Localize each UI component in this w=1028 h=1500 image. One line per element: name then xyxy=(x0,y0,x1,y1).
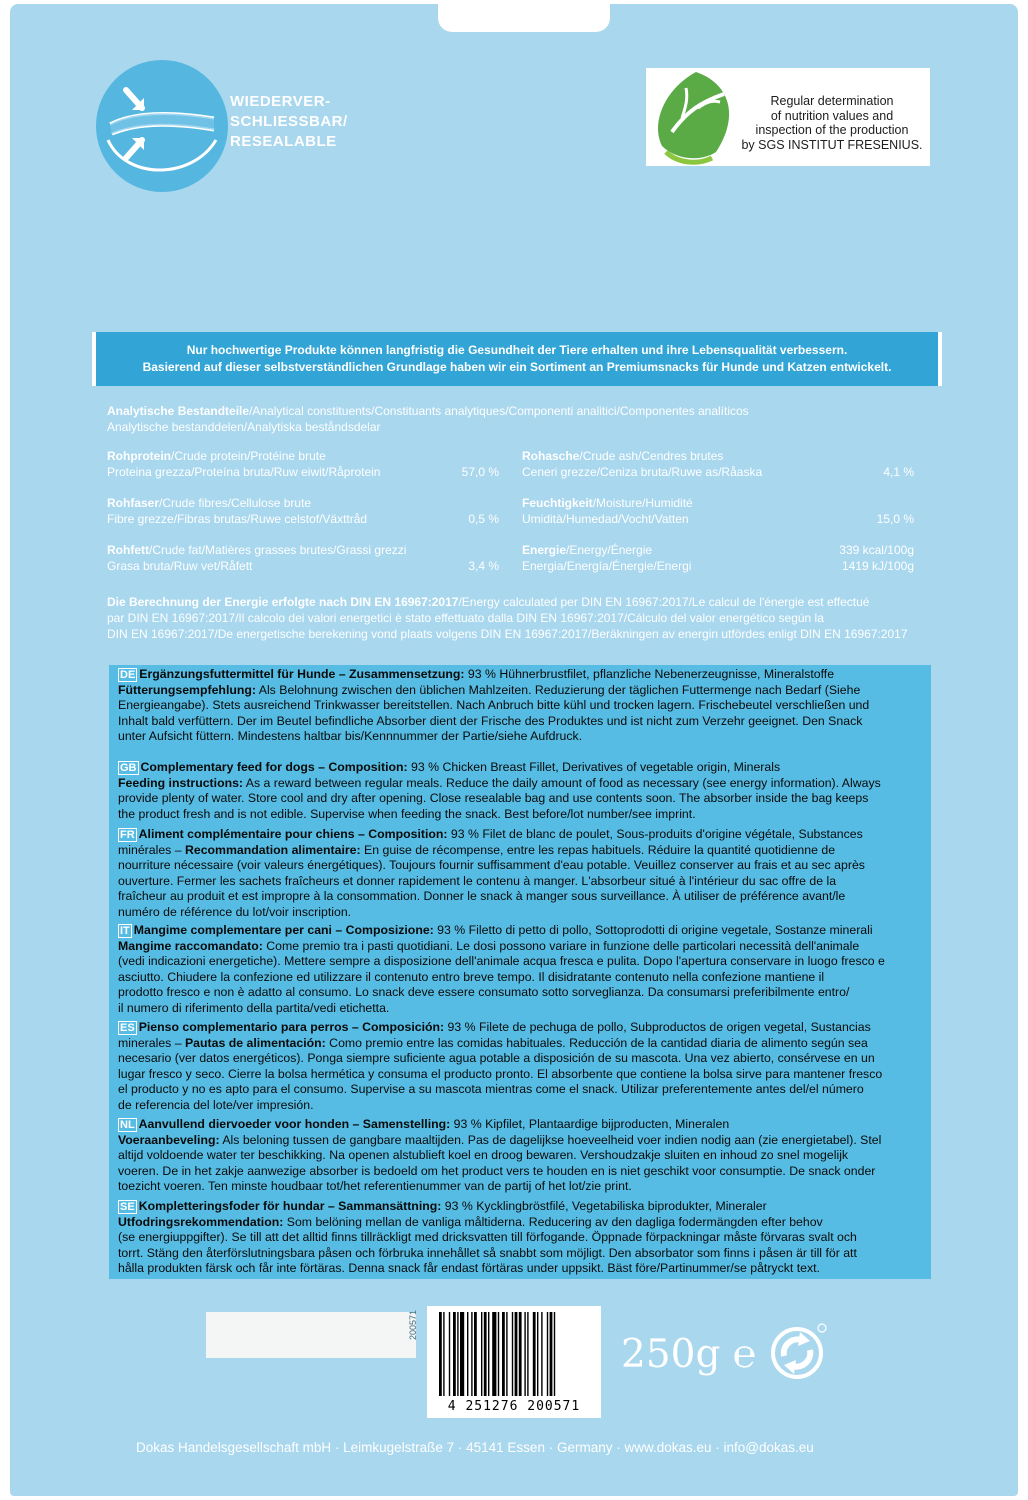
nutrient-value: 57,0 % xyxy=(461,465,499,479)
barcode-bar xyxy=(537,1312,538,1396)
barcode-bar xyxy=(439,1312,442,1396)
analytical-heading-rest: /Analytical constituents/Constituants analytiques/Componenti analitici/Componentes analíticos xyxy=(249,404,749,418)
nutrient-value: 4,1 % xyxy=(883,465,914,479)
recycle-icon xyxy=(770,1322,828,1380)
net-weight: 250g ℮ xyxy=(621,1332,757,1377)
nutrient-names: /Crude fat/Matières grasses brutes/Grassi grezzi xyxy=(149,543,407,557)
barcode-bar xyxy=(498,1312,499,1396)
nutrient-names: /Crude protein/Protéine brute xyxy=(171,449,326,463)
resealable-badge xyxy=(96,60,228,192)
barcode-bar xyxy=(519,1312,522,1396)
barcode-bar xyxy=(481,1312,482,1396)
intro-line-1: Nur hochwertige Produkte können langfristig die Gesundheit der Tiere erhalten und ihre Lebensqualität verbessern. xyxy=(186,343,848,357)
intro-band xyxy=(92,332,942,386)
nutrient-fibre xyxy=(107,495,499,527)
nutrient-energy xyxy=(522,542,914,574)
nutrient-ash xyxy=(522,448,914,480)
nutrient-moisture xyxy=(522,495,914,527)
barcode-bar xyxy=(550,1312,553,1396)
nutrient-value: 3,4 % xyxy=(468,559,499,573)
nutrient-value-2: 1419 kJ/100g xyxy=(841,559,914,573)
body-line: (vedi indicazioni energetiche). Mettere sempre a disposizione dell'animale acqua fresca e pulita. Dopo l'apertura conservare in luogo fresco e xyxy=(118,954,885,969)
barcode-bar xyxy=(467,1312,468,1396)
body-line: Inhalt bald verfüttern. Der im Beutel befindliche Absorber dient der Frische des Produktes und ist nicht zum Verzehr geeignet. Den Snack xyxy=(118,713,863,728)
feeding-prefix: minerales – xyxy=(118,1035,185,1050)
feeding-title: Recommandation alimentaire: xyxy=(184,842,361,857)
composition-title: Mangime complementare per cani – Composizione: xyxy=(133,923,434,937)
body-line: altijd voldoende water ter beschikking. Na openen alstublieft koel en droog bewaren. Vershoudzakje sluiten en inhoud zo snel mogelijk xyxy=(118,1148,849,1163)
barcode-bar xyxy=(533,1312,536,1396)
body-line: asciutto. Chiudere la confezione ed utilizzare il contenuto entro breve tempo. Il disidratante contenuto nella confezione mantiene il xyxy=(118,969,825,984)
barcode-bar xyxy=(474,1312,477,1396)
composition-title: Aliment complémentaire pour chiens – Composition: xyxy=(138,827,448,841)
composition-de xyxy=(118,667,924,745)
blank-label xyxy=(206,1309,418,1358)
barcode-bar xyxy=(506,1312,507,1396)
language-code: FR xyxy=(120,829,135,841)
body-line: de referencia del lote/ver impresión. xyxy=(118,1097,314,1112)
feeding-title: Feeding instructions: xyxy=(118,775,244,790)
hang-notch xyxy=(438,4,610,32)
nutrient-names-line-2: Fibre grezze/Fibras brutas/Ruwe celstof/Växttråd xyxy=(107,512,368,526)
feeding-text: En guise de récompense, entre les repas habituels. Réduire la quantité quotidienne de xyxy=(360,842,836,857)
composition-text: 93 % Filete de pechuga de pollo, Subproductos de origen vegetal, Sustancias xyxy=(444,1020,871,1034)
nutrient-value: 15,0 % xyxy=(876,512,914,526)
feeding-title: Mangime raccomandato: xyxy=(118,938,263,953)
body-line: nourriture nécessaire (voir valeurs énergétiques). Toujours fournir suffisamment d'eau potable. Veuillez conserver au frais et au sec après xyxy=(118,858,865,873)
barcode-bar xyxy=(460,1312,464,1396)
composition-text: 93 % Chicken Breast Fillet, Derivatives of vegetable origin, Minerals xyxy=(407,760,781,774)
barcode-bar xyxy=(515,1312,518,1396)
reseal-line-3: RESEALABLE xyxy=(230,133,337,150)
composition-text: 93 % Kipfilet, Plantaardige bijproducten, Mineralen xyxy=(450,1117,730,1131)
nutrient-fat xyxy=(107,542,499,574)
reseal-label xyxy=(230,92,348,152)
feeding-text: Som belöning mellan de vanliga måltiderna. Reducering av den dagliga fodermängden efter behov xyxy=(283,1214,823,1229)
language-code: NL xyxy=(120,1119,135,1131)
sgs-line-3: inspection of the production xyxy=(755,123,909,137)
feeding-title: Pautas de alimentación: xyxy=(184,1035,326,1050)
barcode-bar xyxy=(541,1312,542,1396)
barcode-bar xyxy=(471,1312,472,1396)
body-line: ouverture. Fermer les sachets fraîcheurs et donner rapidement le contenu à manger. L'absorbeur situé à l'intérieur du sac offre de la xyxy=(118,873,837,888)
body-line: necesario (ver datos energéticos). Ponga siempre suficiente agua potable a disposición de su mascota. Una vez abierto, consérvese en un xyxy=(118,1051,875,1066)
composition-title: Kompletteringsfoder för hundar – Sammansättning: xyxy=(138,1199,442,1213)
body-line: provide plenty of water. Store cool and dry after opening. Close resealable bag and use contents soon. The absorber inside the bag keeps xyxy=(118,791,869,806)
body-line: lugar fresco y seco. Cierre la bolsa hermética y consuma el producto pronto. El absorbente que contiene la bolsa sirve para mantener fresco xyxy=(118,1066,883,1081)
barcode-side-number: 200571 xyxy=(408,1309,418,1340)
energy-calculation-note xyxy=(107,594,927,642)
language-code: IT xyxy=(120,925,130,937)
body-line: voeren. De in het zakje aanwezige absorber is bedoeld om het product vers te houden en is niet geschikt voor consumptie. De snack onder xyxy=(118,1163,876,1178)
feeding-title: Fütterungsempfehlung: xyxy=(118,682,256,697)
composition-es xyxy=(118,1020,924,1114)
barcode-bar xyxy=(457,1312,458,1396)
barcode-bar xyxy=(488,1312,489,1396)
nutrient-name: Rohfaser xyxy=(107,496,160,510)
composition-text: 93 % Filetto di petto di pollo, Sottoprodotti di origine vegetale, Sostanze minerali xyxy=(433,923,873,937)
nutrient-value: 0,5 % xyxy=(468,512,499,526)
composition-gb xyxy=(118,760,924,822)
nutrient-names: /Moisture/Humidité xyxy=(592,496,693,510)
body-line: fraîcheur au produit et est impropre à la consommation. Donner le snack à manger sous surveillance. À utiliser de préférence avant/le xyxy=(118,889,846,904)
product-bag-back xyxy=(10,4,1018,1496)
calc-line-1: /Energy calculated per DIN EN 16967:2017/Le calcul de l'énergie est effectué xyxy=(458,595,870,609)
feeding-text: Als Belohnung zwischen den üblichen Mahlzeiten. Reduzierung der täglichen Futtermenge nach Bedarf (Siehe xyxy=(256,682,861,697)
nutrient-names-line-2: Proteina grezza/Proteína bruta/Ruw eiwit/Råprotein xyxy=(107,465,381,479)
nutrient-protein xyxy=(107,448,499,480)
barcode-bar xyxy=(443,1312,444,1396)
barcode-bar xyxy=(449,1312,450,1396)
feeding-text: Como premio entre las comidas habituales. Reducción de la cantidad diaria de alimento según sea xyxy=(325,1035,868,1050)
nutrient-names-line-2: Grasa bruta/Ruw vet/Råfett xyxy=(107,559,253,573)
nutrient-name: Feuchtigkeit xyxy=(522,496,593,510)
barcode-number: 4 251276 200571 xyxy=(447,1399,581,1414)
composition-title: Complementary feed for dogs – Composition: xyxy=(140,760,408,774)
composition-title: Pienso complementario para perros – Composición: xyxy=(138,1020,445,1034)
barcode-bar xyxy=(547,1312,548,1396)
feeding-text: Als beloning tussen de gangbare maaltijden. Pas de dagelijkse hoeveelheid voer indien nodig aan (zie energietabel). Stel xyxy=(219,1132,882,1147)
reseal-line-2: SCHLIESSBAR/ xyxy=(230,113,348,130)
reseal-line-1: WIEDERVER- xyxy=(230,93,331,110)
composition-it xyxy=(118,923,924,1017)
composition-text: 93 % Filet de blanc de poulet, Sous-produits d'origine végétale, Substances xyxy=(447,827,863,841)
calc-line-2: par DIN EN 16967:2017/Il calcolo dei valori energetici è stato effettuato dalla DIN EN 16967:2017/Cálculo del valor energético según la xyxy=(107,611,824,625)
feeding-prefix: minérales – xyxy=(118,842,185,857)
language-code: SE xyxy=(120,1201,135,1213)
resealable-bag-icon xyxy=(96,60,228,192)
language-code: GB xyxy=(120,762,137,774)
language-code: DE xyxy=(120,669,136,681)
barcode-bar xyxy=(453,1312,456,1396)
body-line: hålla produkten färsk och får inte förtäras. Denna snack får endast förtäras under uppsikt. Bäst före/Partinummer/se påtryckt text. xyxy=(118,1261,820,1276)
analytical-heading xyxy=(107,404,749,418)
composition-fr xyxy=(118,827,924,921)
body-line: toezicht voeren. Ten minste houdbaar tot/het referentienummer van de partij of het lot/zie print. xyxy=(118,1179,632,1194)
company-footer: Dokas Handelsgesellschaft mbH · Leimkugelstraße 7 · 45141 Essen · Germany · www.dokas.eu · info@dokas.eu xyxy=(136,1440,814,1455)
nutrient-value: 339 kcal/100g xyxy=(839,543,914,557)
sgs-line-2: of nutrition values and xyxy=(770,108,894,123)
feeding-text: As a reward between regular meals. Reduce the daily amount of food as necessary (see energy information). Always xyxy=(243,775,881,790)
leaf-seal-icon xyxy=(646,62,746,172)
nutrient-names: /Energy/Énergie xyxy=(566,543,653,557)
language-code: ES xyxy=(120,1022,135,1034)
barcode-bar xyxy=(492,1312,496,1396)
body-line: unter Aufsicht füttern. Mindestens haltbar bis/Kennnummer der Partie/siehe Aufdruck. xyxy=(118,729,583,744)
composition-text: 93 % Kycklingbröstfilé, Vegetabiliska biprodukter, Mineraler xyxy=(441,1199,767,1213)
barcode-bar xyxy=(512,1312,513,1396)
composition-block xyxy=(109,665,931,1279)
sgs-seal xyxy=(646,68,930,166)
feeding-title: Voeraanbeveling: xyxy=(118,1132,220,1147)
body-line: el producto y no es apto para el consumo. Supervise a su mascota mientras come el snack. Utilizar preferentemente antes del/el número xyxy=(118,1082,864,1097)
calc-bold: Die Berechnung der Energie erfolgte nach DIN EN 16967:2017 xyxy=(107,595,459,609)
barcode-bar xyxy=(524,1312,525,1396)
body-line: the product fresh and is not edible. Supervise when feeding the snack. Best before/lot number/see imprint. xyxy=(118,806,696,821)
analytical-heading-bold: Analytische Bestandteile xyxy=(107,404,250,418)
calc-line-3: DIN EN 16967:2017/De energetische berekening vond plaats volgens DIN EN 16967:2017/Beräkningen av energin utfördes enligt DIN EN 16967:2017 xyxy=(107,627,908,641)
composition-title: Ergänzungsfuttermittel für Hunde – Zusammensetzung: xyxy=(139,667,465,681)
body-line: torrt. Stäng den återförslutningsbara påsen och förbruka innehållet så snabbt som möjligt. Den absorbator som finns i påsen är till för att xyxy=(118,1245,857,1260)
barcode-bar xyxy=(502,1312,505,1396)
body-line: Energieangabe). Stets ausreichend Trinkwasser bereitstellen. Nach Anbruch bitte kühl und trocken lagern. Frischebeutel verschließen und xyxy=(118,698,870,713)
nutrient-names: /Crude ash/Cendres brutes xyxy=(579,449,724,463)
nutrient-names: /Crude fibres/Cellulose brute xyxy=(159,496,312,510)
analytical-heading-line-2: Analytische bestanddelen/Analytiska beståndsdelar xyxy=(107,420,381,434)
barcode-bar xyxy=(527,1312,528,1396)
barcode-bar xyxy=(554,1312,555,1396)
nutrient-names-line-2: Umidità/Humedad/Vocht/Vatten xyxy=(522,512,689,526)
feeding-text: Come premio tra i pasti quotidiani. Le dosi possono variare in funzione delle particolari necessità dell'animale xyxy=(262,938,860,953)
composition-nl xyxy=(118,1117,924,1195)
nutrient-names-line-2: Ceneri grezze/Ceniza bruta/Ruwe as/Råaska xyxy=(522,465,763,479)
nutrient-name: Energie xyxy=(522,543,567,557)
sgs-text xyxy=(734,94,930,152)
body-line: numéro de référence du lot/voir inscription. xyxy=(118,904,352,919)
nutrient-name: Rohprotein xyxy=(107,449,171,463)
composition-title: Aanvullend diervoeder voor honden – Samenstelling: xyxy=(138,1117,451,1131)
sgs-line-1: Regular determination xyxy=(770,94,894,108)
barcode xyxy=(427,1306,601,1418)
nutrient-names-line-2: Energia/Energía/Énergie/Energi xyxy=(522,559,692,573)
composition-text: 93 % Hühnerbrustfilet, pflanzliche Nebenerzeugnisse, Mineralstoffe xyxy=(464,667,835,681)
sgs-line-4: by SGS INSTITUT FRESENIUS. xyxy=(741,137,923,152)
feeding-title: Utfodringsrekommendation: xyxy=(118,1214,284,1229)
barcode-bar xyxy=(484,1312,487,1396)
body-line: (se energiuppgifter). Se till att det alltid finns tillräckligt med dricksvatten till förfogande. Öppnade förpackningar måste förvaras svalt och xyxy=(118,1230,857,1245)
nutrient-name: Rohfett xyxy=(107,543,149,557)
nutrient-name: Rohasche xyxy=(522,449,580,463)
body-line: prodotto fresco e non è adatto al consumo. Lo snack deve essere consumato sotto sorveglianza. Da consumarsi preferibilmente entro/ xyxy=(118,985,850,1000)
composition-se xyxy=(118,1199,924,1277)
intro-line-2: Basierend auf dieser selbstverständlichen Grundlage haben wir ein Sortiment an Premiumsnacks für Hunde und Katzen entwickelt. xyxy=(142,360,892,374)
body-line: il numero di riferimento della partita/vedi etichetta. xyxy=(118,1000,390,1015)
